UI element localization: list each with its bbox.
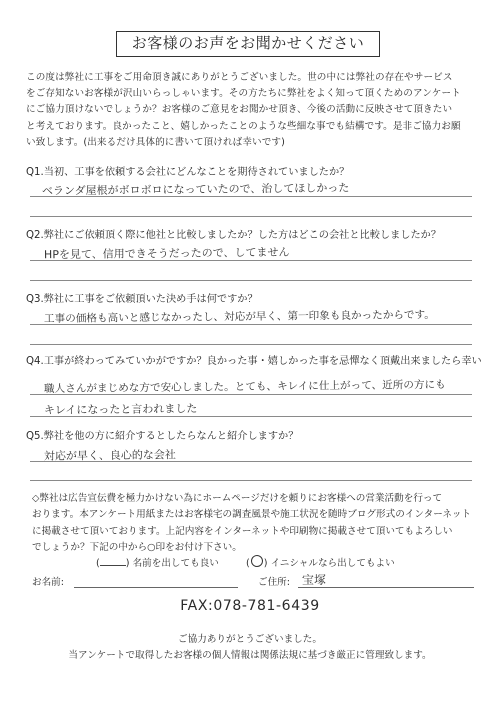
intro-line: と考えております。良かったこと、嬉しかったことのような些細な事でも結構です。是非ご協力お願 bbox=[26, 120, 461, 132]
option-name-ok-label: 名前を出しても良い bbox=[132, 558, 219, 569]
answer-line bbox=[30, 480, 472, 481]
answer-line bbox=[30, 461, 472, 462]
intro-line: にご協力頂けないでしょうか？お客様のご意見をお聞かせ頂き、今後の活動に反映させて頂きたい bbox=[26, 104, 453, 116]
intro-text bbox=[26, 70, 478, 151]
option-blank bbox=[100, 565, 126, 566]
name-label: お名前: bbox=[32, 577, 65, 588]
answer-line bbox=[30, 260, 472, 261]
question-2-label: Q2.弊社にご依頼頂く際に他社と比較しましたか？した方はどこの会社と比較しましたか？ bbox=[26, 230, 442, 241]
selected-circle-icon bbox=[251, 555, 263, 567]
answer-line bbox=[30, 196, 472, 197]
option-initial-ok-label: イニシャルなら出してもよい bbox=[270, 558, 395, 569]
fax-number: FAX:078-781-6439 bbox=[180, 598, 320, 614]
closing-text bbox=[32, 491, 478, 556]
question-1-answer: ベランダ屋根がボロボロになっていたので、治してほしかった bbox=[41, 181, 350, 198]
question-4-answer-line-1: 職人さんがまじめな方で安心しました。とても、キレイに仕上がって、近所の方にも bbox=[43, 378, 446, 396]
question-3-answer: 工事の価格も高いと感じなかったし、対応が早く、第一印象も良かったからです。 bbox=[43, 308, 435, 326]
question-4-answer-line-2: キレイになったと言われました bbox=[43, 402, 198, 417]
closing-line: ◇弊社は広告宣伝費を極力かけない為にホームページだけを頼りにお客様への営業活動を行って bbox=[32, 493, 443, 504]
option-initial-ok[interactable] bbox=[246, 555, 395, 569]
question-2-answer: HPを見て、信用できそうだったので、してません bbox=[43, 245, 290, 262]
question-5-answer: 対応が早く、良心的な会社 bbox=[43, 448, 176, 463]
intro-line: この度は弊社に工事をご用命頂き誠にありがとうございました。世の中には弊社の存在やサービス bbox=[26, 72, 453, 83]
option-paren: ) bbox=[263, 558, 268, 569]
address-line[interactable] bbox=[298, 587, 474, 588]
closing-line: おります。本アンケート用紙またはお客様宅の調査風景や施工状況を随時ブログ形式のインターネット bbox=[32, 509, 472, 521]
thanks-text: ご協力ありがとうございました。 bbox=[178, 634, 322, 645]
question-5-label: Q5.弊社を他の方に紹介するとしたらなんと紹介しますか？ bbox=[26, 431, 299, 442]
question-3-label: Q3.弊社に工事をご依頼頂いた決め手は何ですか？ bbox=[26, 294, 258, 305]
answer-line bbox=[30, 324, 472, 325]
closing-line: に掲載させて頂いております。上記内容をインターネットや印刷物に掲載させて頂いてもよろしい bbox=[32, 525, 453, 537]
question-1-label: Q1.当初、工事を依頼する会社にどんなことを期待されていましたか？ bbox=[26, 167, 350, 178]
option-name-ok[interactable] bbox=[96, 555, 219, 569]
answer-line bbox=[30, 394, 472, 395]
question-4-label: Q4.工事が終わってみていかがですか？良かった事・嬉しかった事を忌憚なく頂戴出来ましたら幸い bbox=[26, 356, 482, 367]
privacy-text: 当アンケートで取得したお客様の個人情報は関係法規に基づき厳正に管理致します。 bbox=[68, 650, 432, 661]
answer-line bbox=[30, 344, 472, 345]
answer-line bbox=[30, 280, 472, 281]
closing-line: でしょうか？下記の中から○印をお付け下さい。 bbox=[32, 541, 242, 553]
intro-line: をご存知ないお客様が沢山いらっしゃいます。その方たちに弊社をよく知って頂くためのアンケート bbox=[26, 88, 461, 100]
address-value: 宝塚 bbox=[301, 572, 327, 588]
name-line[interactable] bbox=[74, 587, 238, 588]
address-label: ご住所: bbox=[258, 577, 291, 588]
option-paren: ) bbox=[125, 558, 130, 569]
answer-line bbox=[30, 416, 472, 417]
page-title: お客様のお声をお聞かせください bbox=[116, 31, 380, 57]
option-paren: ( bbox=[96, 558, 100, 569]
option-paren: ( bbox=[246, 558, 250, 569]
intro-line: い致します。(出来るだけ具体的に書いて頂ければ幸いです) bbox=[26, 136, 285, 148]
answer-line bbox=[30, 216, 472, 217]
